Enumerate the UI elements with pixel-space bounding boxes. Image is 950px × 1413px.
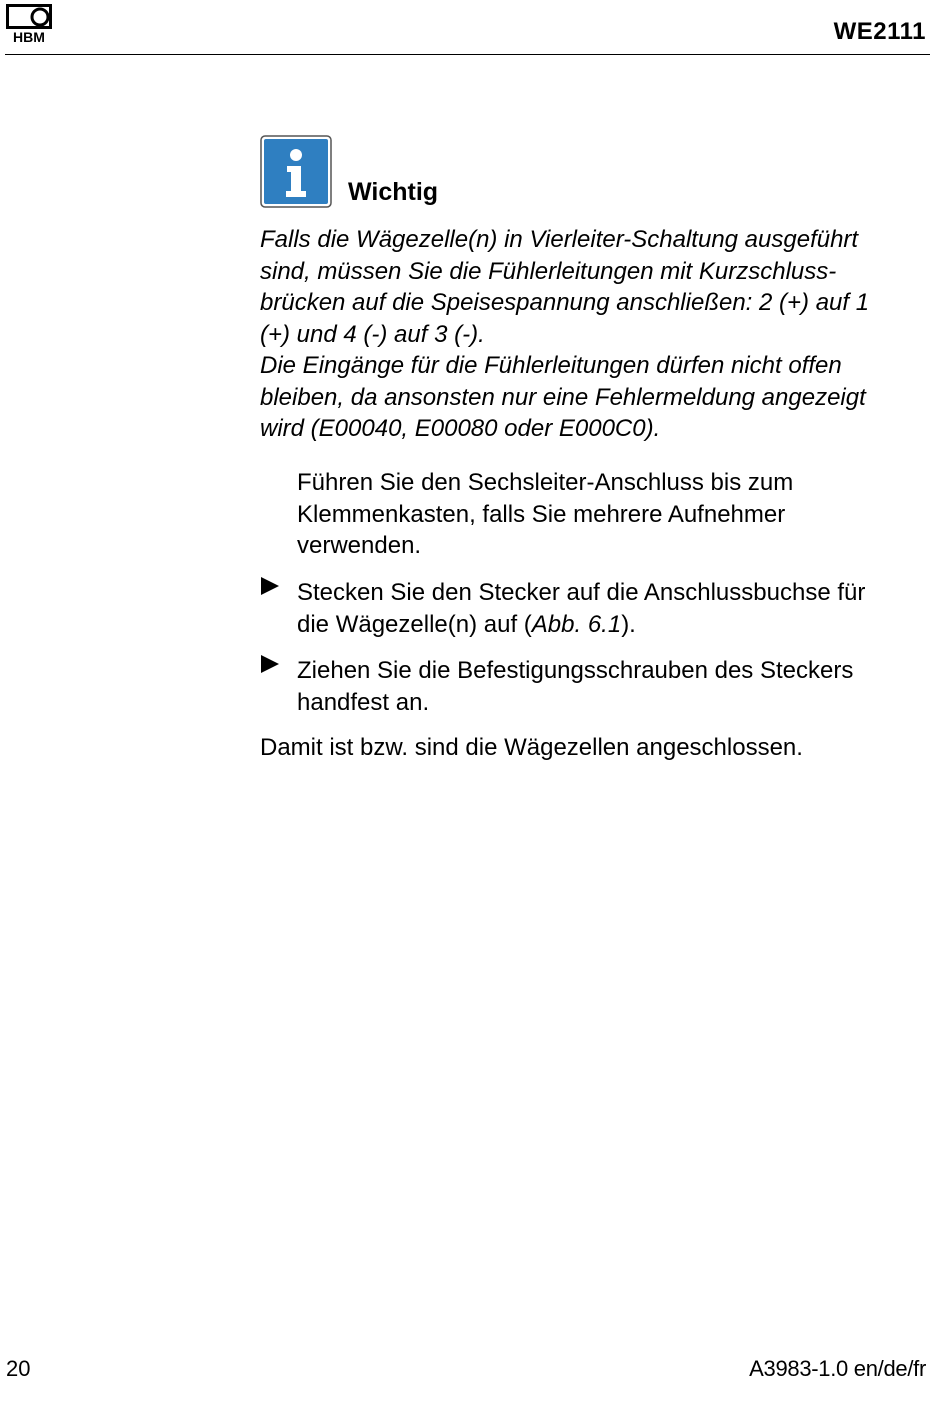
document-title: WE2111 <box>833 18 926 45</box>
note-heading: Wichtig <box>348 178 439 206</box>
arrow-bullet-icon <box>261 655 279 673</box>
note-body <box>260 224 940 445</box>
step-text: Ziehen Sie die Befestigungsschrauben des Steckers handfest an. <box>297 657 854 716</box>
header-divider <box>5 54 930 55</box>
conclusion-text: Damit ist bzw. sind die Wägezellen angeschlossen. <box>260 734 803 761</box>
note-paragraph: Die Eingänge für die Fühlerleitungen dürfen nicht offen bleiben, da ansonsten nur eine Fehlermeldung angezeigt wird (E00040, E00080 oder E000C0). <box>260 352 866 442</box>
step-text: Führen Sie den Sechsleiter-Anschluss bis zum Klemmenkasten, falls Sie mehrere Aufnehmer verwenden. <box>297 469 794 559</box>
step-text: Stecken Sie den Stecker auf die Anschlussbuchse für die Wägezelle(n) auf (Abb. 6.1). <box>297 579 866 638</box>
arrow-bullet-icon <box>261 577 279 595</box>
document-code: A3983-1.0 en/de/fr <box>749 1356 926 1381</box>
info-icon <box>260 135 332 208</box>
figure-reference: Abb. 6.1 <box>531 610 622 638</box>
note-paragraph: Falls die Wägezelle(n) in Vierleiter-Schaltung ausgeführt sind, müssen Sie die Fühlerleitungen mit Kurzschluss- brücken auf die Speisespannung anschließen: 2 (+) auf 1 (+) und 4 (-) auf 3 (-). <box>260 226 870 348</box>
hbm-logo <box>6 4 52 44</box>
page-number: 20 <box>6 1356 31 1381</box>
svg-text:HBM: HBM <box>13 29 45 44</box>
